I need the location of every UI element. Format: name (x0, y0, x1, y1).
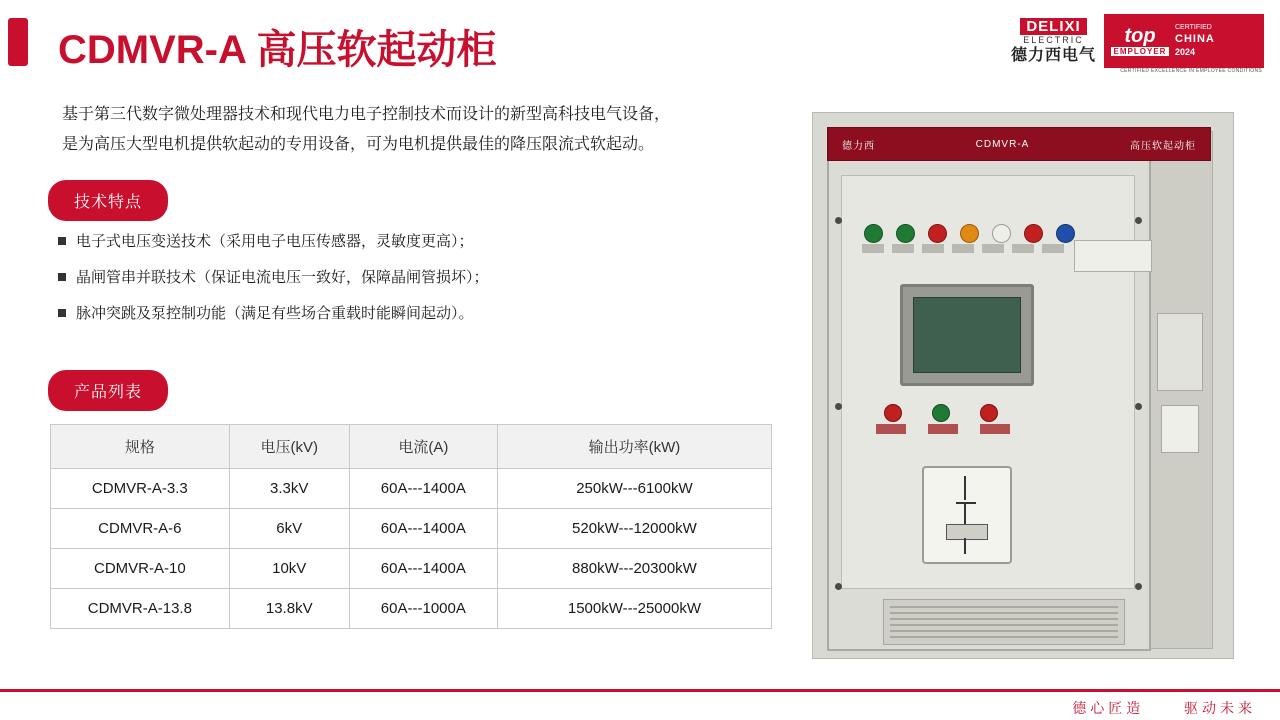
table-header-row (51, 425, 772, 469)
table-row (51, 509, 772, 549)
indicator-label (952, 244, 974, 253)
feature-text: 脉冲突跳及泵控制功能（满足有些场合重载时能瞬间起动）。 (76, 305, 474, 322)
push-button-row (884, 404, 998, 422)
indicator-lamp-icon (1024, 224, 1043, 243)
product-table (50, 424, 772, 629)
push-button-label (980, 424, 1010, 434)
table-row (51, 469, 772, 509)
mimic-diagram (922, 466, 1012, 564)
push-button-icon (884, 404, 902, 422)
door-hinge-icon (835, 403, 842, 410)
mimic-line (964, 538, 966, 554)
page-title: CDMVR-A 高压软起动柜 (58, 28, 497, 72)
top-employer-year: 2024 (1175, 46, 1196, 57)
top-employer-employer-text: EMPLOYER (1111, 47, 1170, 56)
top-employer-details (1172, 24, 1215, 58)
indicator-lamp-icon (960, 224, 979, 243)
table-cell-power: 250kW---6100kW (497, 469, 771, 509)
intro-line-2: 是为高压大型电机提供软起动的专用设备，可为电机提供最佳的降压限流式软起动。 (62, 135, 655, 153)
top-employer-country: CHINA (1175, 32, 1215, 45)
hmi-screen (913, 297, 1021, 373)
table-cell-spec: CDMVR-A-3.3 (51, 469, 230, 509)
push-button-label (876, 424, 906, 434)
table-cell-spec: CDMVR-A-6 (51, 509, 230, 549)
cabinet-band-name: 高压软起动柜 (1129, 140, 1196, 152)
push-button-icon (980, 404, 998, 422)
indicator-lamp-icon (1056, 224, 1075, 243)
ventilation-grille (883, 599, 1125, 645)
table-header-cell: 输出功率(kW) (497, 425, 771, 469)
table-header-cell: 电流(A) (349, 425, 497, 469)
table-row (51, 589, 772, 629)
cabinet-band-brand: 德力西 (842, 140, 875, 152)
mimic-line (964, 502, 966, 524)
delixi-logo-en: DELIXI (1020, 18, 1086, 36)
cabinet-top-band (827, 127, 1211, 161)
door-hinge-icon (1135, 217, 1142, 224)
door-hinge-icon (1135, 403, 1142, 410)
side-switch-panel (1161, 405, 1199, 453)
table-cell-current: 60A---1400A (349, 509, 497, 549)
side-meter-panel (1157, 313, 1203, 391)
top-employer-badge (1104, 14, 1264, 68)
feature-text: 晶闸管串并联技术（保证电流电压一致好，保障晶闸管损坏）； (76, 269, 489, 286)
table-cell-current: 60A---1000A (349, 589, 497, 629)
feature-text: 电子式电压变送技术（采用电子电压传感器，灵敏度更高）； (76, 233, 474, 250)
table-cell-current: 60A---1400A (349, 469, 497, 509)
grille-line (890, 636, 1118, 638)
mimic-line (956, 502, 976, 504)
top-employer-footnote: CERTIFIED EXCELLENCE IN EMPLOYEE CONDITIONS (1120, 68, 1262, 74)
top-employer-mark (1108, 26, 1172, 56)
list-item (58, 266, 758, 290)
indicator-label (862, 244, 884, 253)
hmi-touch-panel (900, 284, 1034, 386)
indicator-label-row (862, 244, 1064, 253)
grille-line (890, 612, 1118, 614)
table-cell-spec: CDMVR-A-13.8 (51, 589, 230, 629)
delixi-logo-cn: 德力西电气 (1010, 46, 1096, 64)
door-hinge-icon (835, 217, 842, 224)
delixi-logo (1011, 18, 1096, 65)
table-row (51, 549, 772, 589)
intro-paragraph (62, 100, 782, 159)
table-cell-voltage: 6kV (229, 509, 349, 549)
table-cell-voltage: 10kV (229, 549, 349, 589)
list-item (58, 230, 758, 254)
push-button-label-row (876, 424, 1010, 434)
push-button-label (928, 424, 958, 434)
indicator-lamp-icon (896, 224, 915, 243)
table-cell-spec: CDMVR-A-10 (51, 549, 230, 589)
intro-line-1: 基于第三代数字微处理器技术和现代电力电子控制技术而设计的新型高科技电气设备， (62, 106, 671, 123)
table-cell-voltage: 13.8kV (229, 589, 349, 629)
bullet-icon (58, 237, 66, 245)
indicator-lamp-row (864, 224, 1075, 243)
door-hinge-icon (835, 583, 842, 590)
indicator-label (982, 244, 1004, 253)
indicator-label (892, 244, 914, 253)
grille-line (890, 606, 1118, 608)
indicator-lamp-icon (992, 224, 1011, 243)
table-header-cell: 规格 (51, 425, 230, 469)
cabinet-band-model: CDMVR-A (975, 138, 1030, 150)
table-cell-power: 520kW---12000kW (497, 509, 771, 549)
grille-line (890, 630, 1118, 632)
features-list (58, 230, 758, 338)
top-employer-certified: CERTIFIED (1175, 24, 1212, 32)
indicator-label (922, 244, 944, 253)
mimic-line (964, 476, 966, 500)
footer-slogan (1072, 698, 1256, 718)
grille-line (890, 624, 1118, 626)
table-header-cell: 电压(kV) (229, 425, 349, 469)
bullet-icon (58, 309, 66, 317)
indicator-label (1042, 244, 1064, 253)
grille-line (890, 618, 1118, 620)
cabinet-door-panel (841, 175, 1135, 589)
title-accent-bar (8, 18, 28, 66)
footer-slogan-right: 驱动未来 (1184, 700, 1256, 716)
list-item (58, 302, 758, 326)
indicator-lamp-icon (928, 224, 947, 243)
indicator-lamp-icon (864, 224, 883, 243)
product-photo (812, 112, 1234, 659)
features-heading: 技术特点 (48, 180, 168, 221)
delixi-logo-en-sub: ELECTRIC (1023, 35, 1084, 46)
footer-divider (0, 689, 1280, 692)
table-cell-voltage: 3.3kV (229, 469, 349, 509)
table-cell-power: 880kW---20300kW (497, 549, 771, 589)
indicator-label (1012, 244, 1034, 253)
push-button-icon (932, 404, 950, 422)
table-cell-power: 1500kW---25000kW (497, 589, 771, 629)
footer-slogan-left: 德心匠造 (1072, 700, 1145, 716)
nameplate (1074, 240, 1152, 272)
logo-area (1011, 14, 1264, 68)
bullet-icon (58, 273, 66, 281)
products-heading: 产品列表 (48, 370, 168, 411)
door-hinge-icon (1135, 583, 1142, 590)
table-cell-current: 60A---1400A (349, 549, 497, 589)
mimic-block (946, 524, 988, 540)
top-employer-top-text: top (1124, 25, 1156, 47)
